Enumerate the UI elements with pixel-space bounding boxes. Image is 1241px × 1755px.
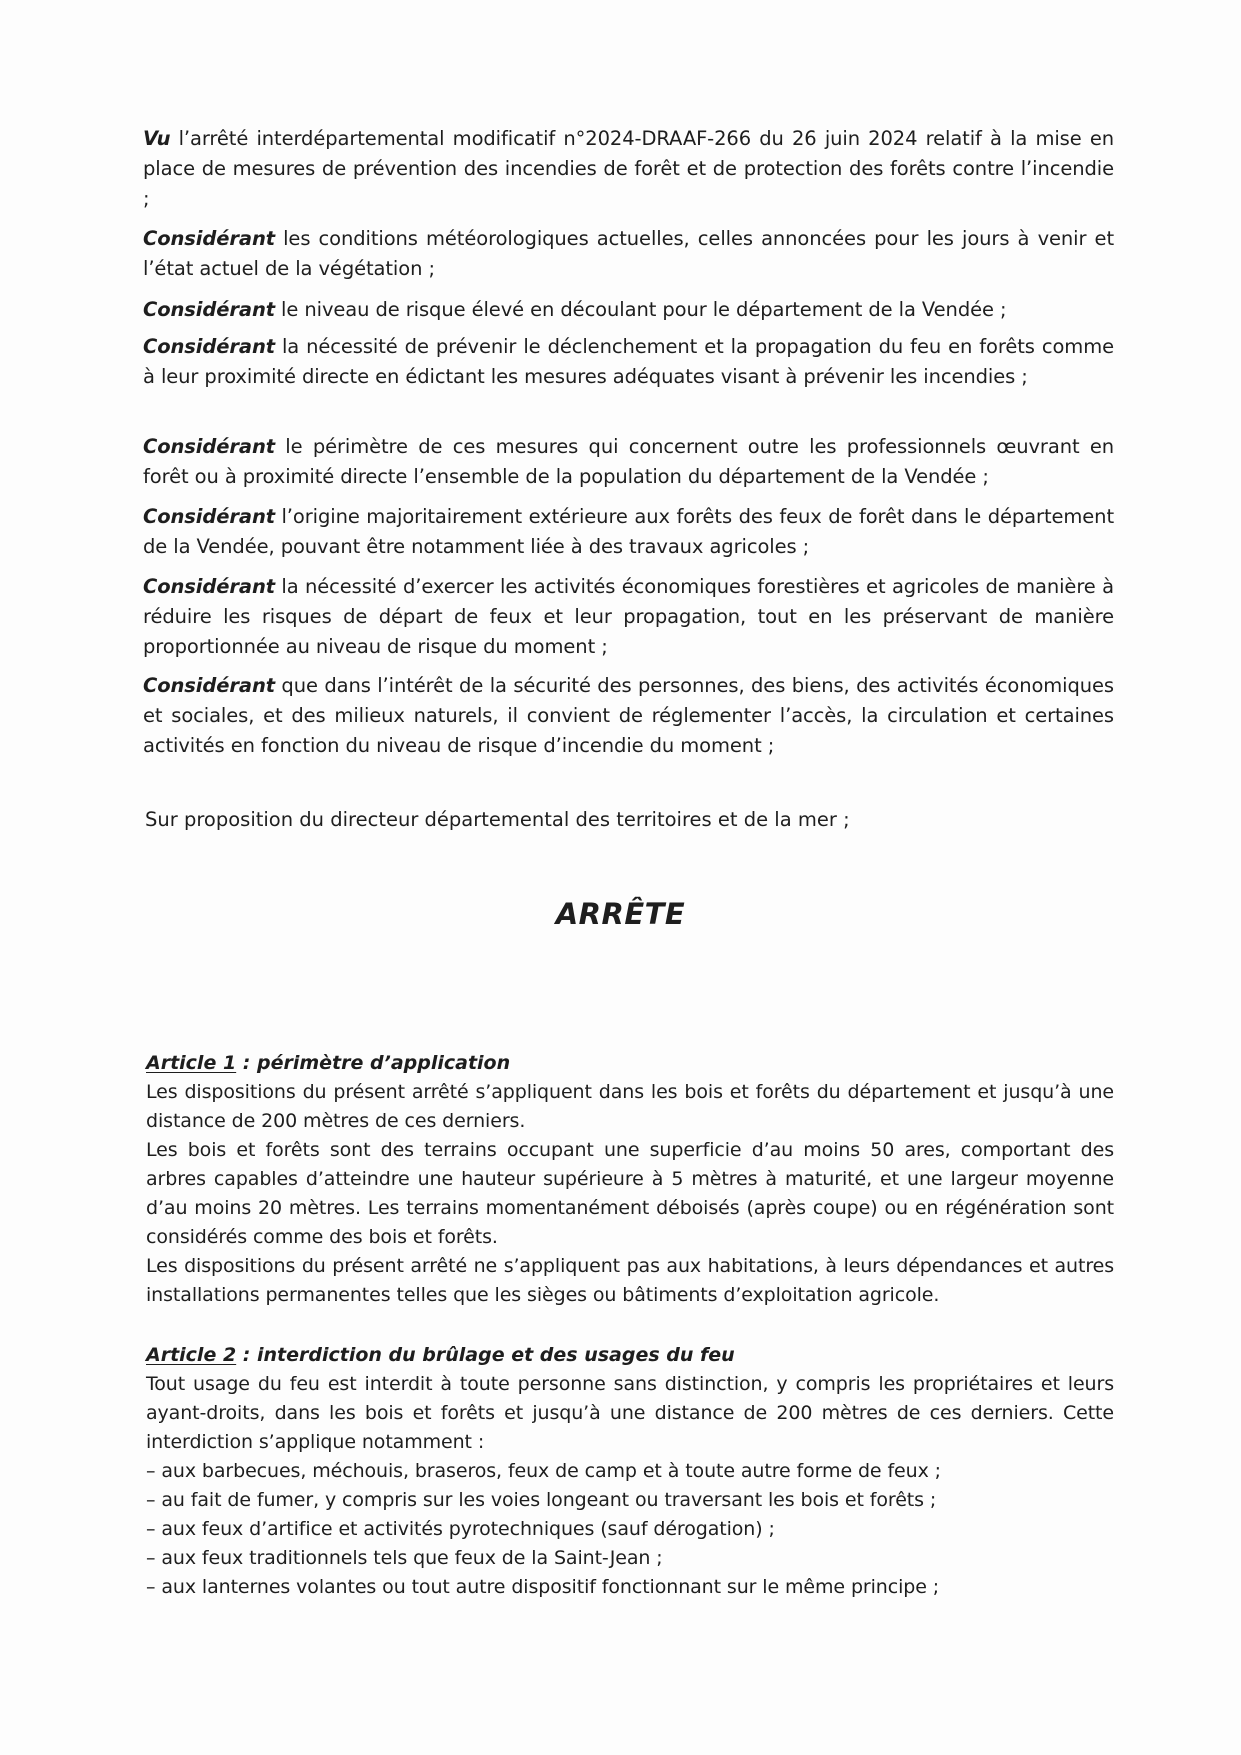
article-2-title: : interdiction du brûlage et des usages du feu: [236, 1344, 735, 1366]
article-2-intro: Tout usage du feu est interdit à toute personne sans distinction, y compris les propriétaires et leurs ayant-droits, dans les bois et forêts et jusqu’à une distance de 200 mètres de ces derniers. Cette interdiction s’applique notamment :: [146, 1373, 1114, 1453]
list-item: – aux lanternes volantes ou tout autre dispositif fonctionnant sur le même principe ;: [146, 1576, 940, 1598]
proposal-line: Sur proposition du directeur départemental des territoires et de la mer ;: [145, 808, 850, 831]
article-1-body: [146, 1078, 1114, 1310]
article-1-heading: [146, 1048, 510, 1078]
article-1-paragraph: Les bois et forêts sont des terrains occupant une superficie d’au moins 50 ares, comportant des arbres capables d’atteindre une hauteur supérieure à 5 mètres à maturité, et une largeur moyenne d’au moins 20 mètres. Les terrains momentanément déboisés (après coupe) ou en régénération sont considérés comme des bois et forêts.: [146, 1139, 1114, 1248]
consideration-item: [143, 224, 1114, 284]
article-1-paragraph: Les dispositions du présent arrêté s’appliquent dans les bois et forêts du département et jusqu’à une distance de 200 mètres de ces derniers.: [146, 1081, 1114, 1132]
list-item: – aux barbecues, méchouis, braseros, feux de camp et à toute autre forme de feux ;: [146, 1460, 941, 1482]
article-1-number: Article 1: [146, 1052, 237, 1074]
consideration-item: [143, 572, 1114, 662]
list-item: – aux feux traditionnels tels que feux de la Saint-Jean ;: [146, 1547, 663, 1569]
article-2-body: [146, 1370, 1114, 1602]
consideration-keyword: Considérant: [143, 505, 275, 528]
consideration-item: [143, 432, 1114, 492]
consideration-vu: [143, 124, 1114, 214]
consideration-keyword: Considérant: [143, 435, 275, 458]
consideration-keyword: Considérant: [143, 227, 275, 250]
consideration-item: [143, 332, 1114, 392]
consideration-item: [143, 671, 1114, 761]
consideration-text: les conditions météorologiques actuelles, celles annoncées pour les jours à venir et l’état actuel de la végétation ;: [143, 227, 1114, 280]
consideration-keyword: Considérant: [143, 335, 275, 358]
consideration-keyword: Considérant: [143, 575, 275, 598]
consideration-text: le niveau de risque élevé en découlant pour le département de la Vendée ;: [274, 298, 1007, 321]
consideration-text: l’origine majoritairement extérieure aux forêts des feux de forêt dans le département de la Vendée, pouvant être notamment liée à des travaux agricoles ;: [143, 505, 1114, 558]
article-1-paragraph: Les dispositions du présent arrêté ne s’appliquent pas aux habitations, à leurs dépendances et autres installations permanentes telles que les sièges ou bâtiments d’exploitation agricole.: [146, 1255, 1114, 1306]
consideration-item: [143, 295, 1114, 325]
list-item: – au fait de fumer, y compris sur les voies longeant ou traversant les bois et forêts ;: [146, 1489, 937, 1511]
decree-title: ARRÊTE: [555, 897, 686, 931]
article-1-title: : périmètre d’application: [236, 1052, 511, 1074]
consideration-keyword: Vu: [143, 127, 171, 150]
consideration-keyword: Considérant: [143, 298, 275, 321]
consideration-item: [143, 502, 1114, 562]
consideration-text: l’arrêté interdépartemental modificatif n°2024-DRAAF-266 du 26 juin 2024 relatif à la mise en place de mesures de prévention des incendies de forêt et de protection des forêts contre l’incendie ;: [143, 127, 1114, 210]
article-2-heading: [146, 1340, 735, 1370]
consideration-text: la nécessité d’exercer les activités économiques forestières et agricoles de manière à réduire les risques de départ de feux et leur propagation, tout en les préservant de manière proportionnée au niveau de risque du moment ;: [143, 575, 1114, 658]
consideration-text: le périmètre de ces mesures qui concernent outre les professionnels œuvrant en forêt ou à proximité directe l’ensemble de la population du département de la Vendée ;: [143, 435, 1114, 488]
consideration-text: la nécessité de prévenir le déclenchement et la propagation du feu en forêts comme à leur proximité directe en édictant les mesures adéquates visant à prévenir les incendies ;: [143, 335, 1114, 388]
consideration-keyword: Considérant: [143, 674, 275, 697]
list-item: – aux feux d’artifice et activités pyrotechniques (sauf dérogation) ;: [146, 1518, 775, 1540]
consideration-text: que dans l’intérêt de la sécurité des personnes, des biens, des activités économiques et sociales, et des milieux naturels, il convient de réglementer l’accès, la circulation et certaines activités en fonction du niveau de risque d’incendie du moment ;: [143, 674, 1114, 757]
article-2-number: Article 2: [146, 1344, 237, 1366]
